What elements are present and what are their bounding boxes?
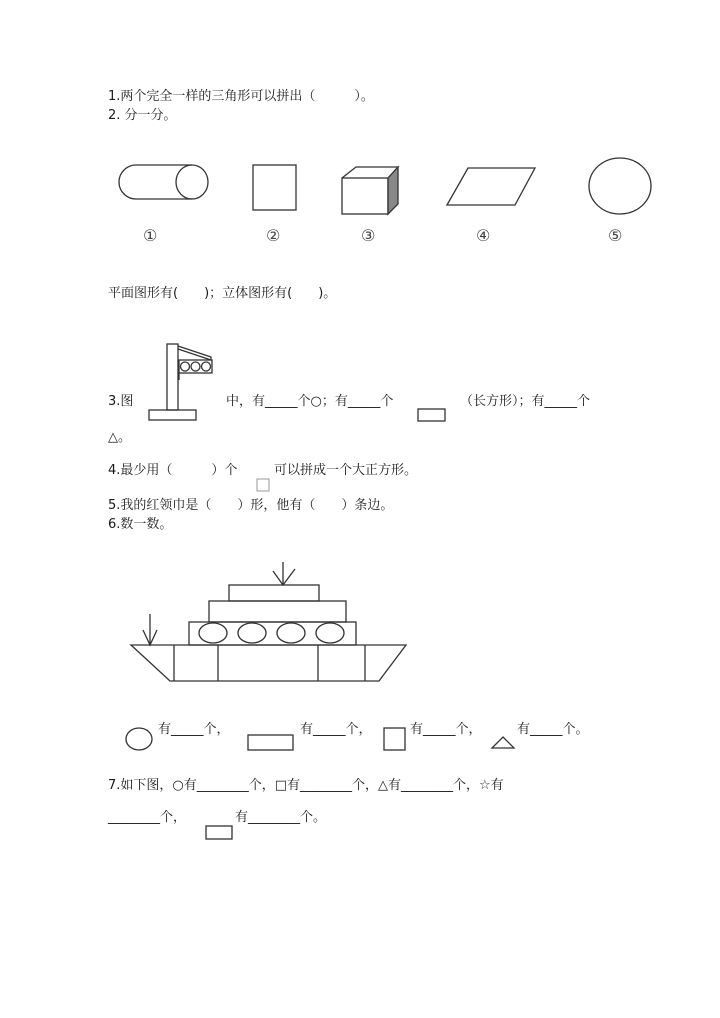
question-3-prefix: 3.图 [108,394,134,409]
question-7-line2b: 有________个。 [235,810,327,825]
question-3-rect-note: （长方形）；有_____个 [460,394,591,409]
label-5: ⑤ [608,226,623,245]
question-2-answer-line: 平面图形有( )；立体图形有( )。 [108,286,337,301]
count-square-text: 有_____个， [410,722,482,737]
question-3-middle: 中，有_____个○；有_____个 [226,394,394,409]
question-7-line2a: ________个， [108,810,187,825]
question-7-line1: 7.如下图，○有________个，□有________个，△有________个，☆有 [108,778,504,793]
question-2-heading: 2. 分一分。 [108,108,177,123]
count-rectangle-text: 有_____个， [300,722,372,737]
label-3: ③ [361,226,376,245]
label-4: ④ [476,226,491,245]
label-2: ② [266,226,281,245]
question-5: 5.我的红领巾是（ ）形，他有（ ）条边。 [108,498,394,513]
question-1: 1.两个完全一样的三角形可以拼出（ ）。 [108,89,374,104]
question-6-heading: 6.数一数。 [108,517,173,532]
question-3-line2: △。 [108,430,131,445]
count-triangle-text: 有_____个。 [517,722,589,737]
count-circle-text: 有_____个， [158,722,230,737]
question-4-part1: 4.最少用（ ）个 [108,463,238,478]
label-1: ① [143,226,158,245]
question-4-part2: 可以拼成一个大正方形。 [274,463,418,478]
